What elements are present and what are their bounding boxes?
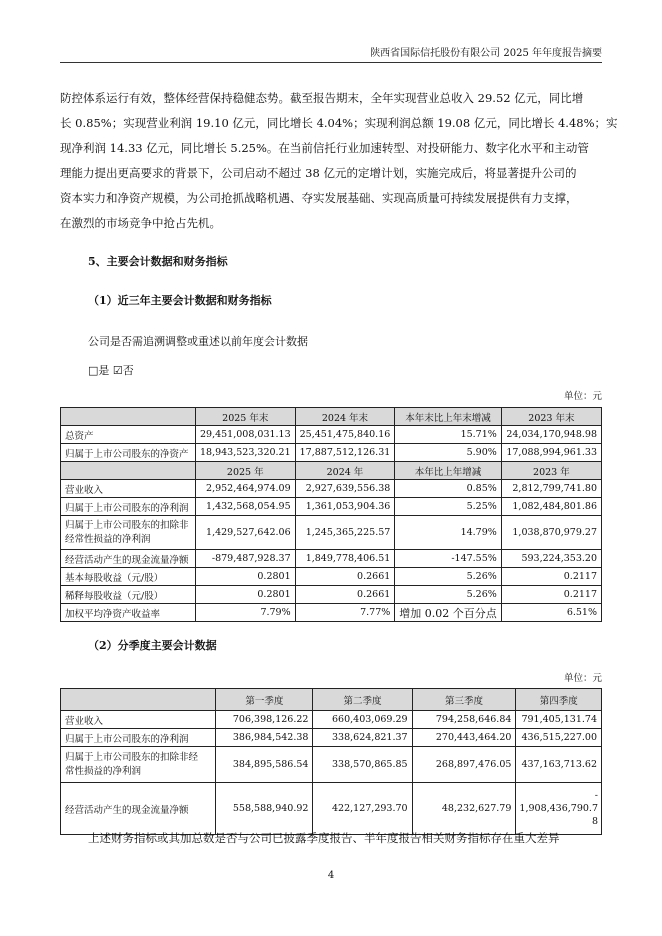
row-label: 经营活动产生的现金流量净额	[61, 550, 196, 568]
table-header-cell: 本年末比上年末增减	[395, 408, 502, 426]
table-cell: 5.26%	[395, 586, 502, 604]
paragraph-line: 现净利润 14.33 亿元，同比增长 5.25%。在当前信托行业加速转型、对投研能力、数字化水平和主动管	[60, 141, 589, 155]
table-header-cell: 2025 年末	[195, 408, 295, 426]
table-header-cell: 本年比上年增减	[395, 462, 502, 480]
page-number: 4	[327, 870, 335, 881]
table-header-cell	[61, 408, 196, 426]
table-row	[61, 586, 602, 604]
row-label: 总资产	[61, 426, 196, 444]
table-row	[61, 426, 602, 444]
cell-line: 1,908,436,790.7	[519, 803, 598, 814]
subsection-2-title: （2）分季度主要会计数据	[88, 639, 217, 652]
cell-line: -	[594, 790, 598, 801]
table-cell: 5.26%	[395, 568, 502, 586]
table-row	[61, 783, 602, 835]
row-label-line: 经常性损益的净利润	[65, 533, 151, 545]
table-cell: 29,451,008,031.13	[195, 426, 295, 444]
table-row	[61, 568, 602, 586]
table-header-row	[61, 689, 602, 711]
table-cell: 25,451,475,840.16	[295, 426, 395, 444]
table-cell: 1,849,778,406.51	[295, 550, 395, 568]
three-year-data-table	[60, 407, 602, 622]
cell-line: 8	[591, 816, 598, 827]
table-cell: 1,038,870,979.27	[501, 516, 601, 550]
table-cell: 18,943,523,320.21	[195, 444, 295, 462]
paragraph-line: 理能力提出更高要求的背景下，公司启动不超过 38 亿元的定增计划，实施完成后，将显著提升公司的	[60, 166, 577, 180]
table-row	[61, 480, 602, 498]
table-cell: 2,952,464,974.09	[195, 480, 295, 498]
table-cell: 2,812,799,741.80	[501, 480, 601, 498]
closing-sentence: 上述财务指标或其加总数是否与公司已披露季度报告、半年度报告相关财务指标存在重大差异	[88, 831, 560, 845]
table-cell: 1,245,365,225.57	[295, 516, 395, 550]
table-row	[61, 604, 602, 622]
table-header-cell: 第四季度	[516, 689, 602, 711]
row-label: 加权平均净资产收益率	[61, 604, 196, 622]
table-cell: 706,398,126.22	[216, 711, 313, 729]
table-cell: 270,443,464.20	[412, 729, 516, 747]
table-cell: 48,232,627.79	[412, 783, 516, 835]
table-header-cell: 2024 年末	[295, 408, 395, 426]
row-label: 稀释每股收益（元/股）	[61, 586, 196, 604]
table-header-row	[61, 408, 602, 426]
table-cell: 384,895,586.54	[216, 747, 313, 783]
table-cell: -879,487,928.37	[195, 550, 295, 568]
table-cell: 7.79%	[195, 604, 295, 622]
table-cell: 558,588,940.92	[216, 783, 313, 835]
row-label-line: 常性损益的净利润	[65, 765, 142, 777]
row-label: 营业收入	[61, 711, 216, 729]
table-cell: 436,515,227.00	[516, 729, 602, 747]
row-label	[61, 747, 216, 783]
table-row	[61, 444, 602, 462]
table-cell	[516, 783, 602, 835]
table-cell: 2,927,639,556.38	[295, 480, 395, 498]
table-row	[61, 711, 602, 729]
restatement-question: 公司是否需追溯调整或重述以前年度会计数据	[88, 335, 308, 348]
table-cell: 7.77%	[295, 604, 395, 622]
unit-label: 单位：元	[563, 673, 602, 684]
table-cell: 17,887,512,126.31	[295, 444, 395, 462]
table-cell: 5.90%	[395, 444, 502, 462]
row-label	[61, 516, 196, 550]
table-cell: 6.51%	[501, 604, 601, 622]
table-header-cell: 2023 年	[501, 462, 601, 480]
table-row	[61, 516, 602, 550]
page-header: 陕西省国际信托股份有限公司 2025 年年度报告摘要	[60, 44, 602, 63]
table-cell: 338,624,821.37	[313, 729, 412, 747]
table-cell: 0.85%	[395, 480, 502, 498]
table-cell: 437,163,713.62	[516, 747, 602, 783]
table-row	[61, 729, 602, 747]
table-cell: 1,429,527,642.06	[195, 516, 295, 550]
table-cell: 0.2661	[295, 568, 395, 586]
table-cell: 338,570,865.85	[313, 747, 412, 783]
row-label: 归属于上市公司股东的净资产	[61, 444, 196, 462]
subsection-1-title: （1）近三年主要会计数据和财务指标	[88, 294, 272, 307]
table-cell: 24,034,170,948.98	[501, 426, 601, 444]
table-cell: 0.2117	[501, 568, 601, 586]
table-cell: 17,088,994,961.33	[501, 444, 601, 462]
table-cell: -147.55%	[395, 550, 502, 568]
table-cell: 0.2801	[195, 568, 295, 586]
table-cell: 1,082,484,801.86	[501, 498, 601, 516]
table-header-row	[61, 462, 602, 480]
table-header-cell: 第三季度	[412, 689, 516, 711]
table-cell: 5.25%	[395, 498, 502, 516]
unit-label: 单位：元	[563, 391, 602, 402]
table-cell: 422,127,293.70	[313, 783, 412, 835]
paragraph-line: 防控体系运行有效，整体经营保持稳健态势。截至报告期末，全年实现营业总收入 29.52 亿元，同比增	[60, 91, 584, 105]
restatement-checkbox-line: □是 ☑否	[88, 364, 134, 377]
body-paragraph	[60, 86, 618, 236]
table-cell: 386,984,542.38	[216, 729, 313, 747]
row-label: 经营活动产生的现金流量净额	[61, 783, 216, 835]
paragraph-line: 资本实力和净资产规模，为公司抢抓战略机遇、夺实发展基础、实现高质量可持续发展提供有力支撑，	[60, 191, 578, 205]
table-cell: 593,224,353.20	[501, 550, 601, 568]
row-label: 营业收入	[61, 480, 196, 498]
table-header-cell: 2023 年末	[501, 408, 601, 426]
table-cell: 794,258,646.84	[412, 711, 516, 729]
table-row	[61, 747, 602, 783]
table-cell: 增加 0.02 个百分点	[395, 604, 502, 622]
table-cell: 791,405,131.74	[516, 711, 602, 729]
row-label-line: 归属于上市公司股东的扣除非经	[65, 751, 199, 763]
quarterly-data-table	[60, 688, 602, 835]
paragraph-line: 在激烈的市场竞争中抢占先机。	[60, 216, 221, 230]
table-header-cell	[61, 462, 196, 480]
table-header-cell	[61, 689, 216, 711]
table-cell: 1,361,053,904.36	[295, 498, 395, 516]
table-cell: 0.2801	[195, 586, 295, 604]
table-row	[61, 550, 602, 568]
table-header-cell: 第一季度	[216, 689, 313, 711]
table-cell: 268,897,476.05	[412, 747, 516, 783]
paragraph-line: 长 0.85%；实现营业利润 19.10 亿元，同比增长 4.04%；实现利润总额 19.08 亿元，同比增长 4.48%；实	[60, 116, 618, 130]
table-header-cell: 2024 年	[295, 462, 395, 480]
table-header-cell: 第二季度	[313, 689, 412, 711]
table-cell: 15.71%	[395, 426, 502, 444]
table-cell: 14.79%	[395, 516, 502, 550]
table-cell: 0.2117	[501, 586, 601, 604]
table-row	[61, 498, 602, 516]
row-label: 归属于上市公司股东的净利润	[61, 729, 216, 747]
row-label: 归属于上市公司股东的净利润	[61, 498, 196, 516]
table-cell: 0.2661	[295, 586, 395, 604]
row-label: 基本每股收益（元/股）	[61, 568, 196, 586]
table-header-cell: 2025 年	[195, 462, 295, 480]
row-label-line: 归属于上市公司股东的扣除非	[65, 519, 189, 531]
table-cell: 1,432,568,054.95	[195, 498, 295, 516]
section-5-title: 5、主要会计数据和财务指标	[88, 255, 228, 268]
table-cell: 660,403,069.29	[313, 711, 412, 729]
